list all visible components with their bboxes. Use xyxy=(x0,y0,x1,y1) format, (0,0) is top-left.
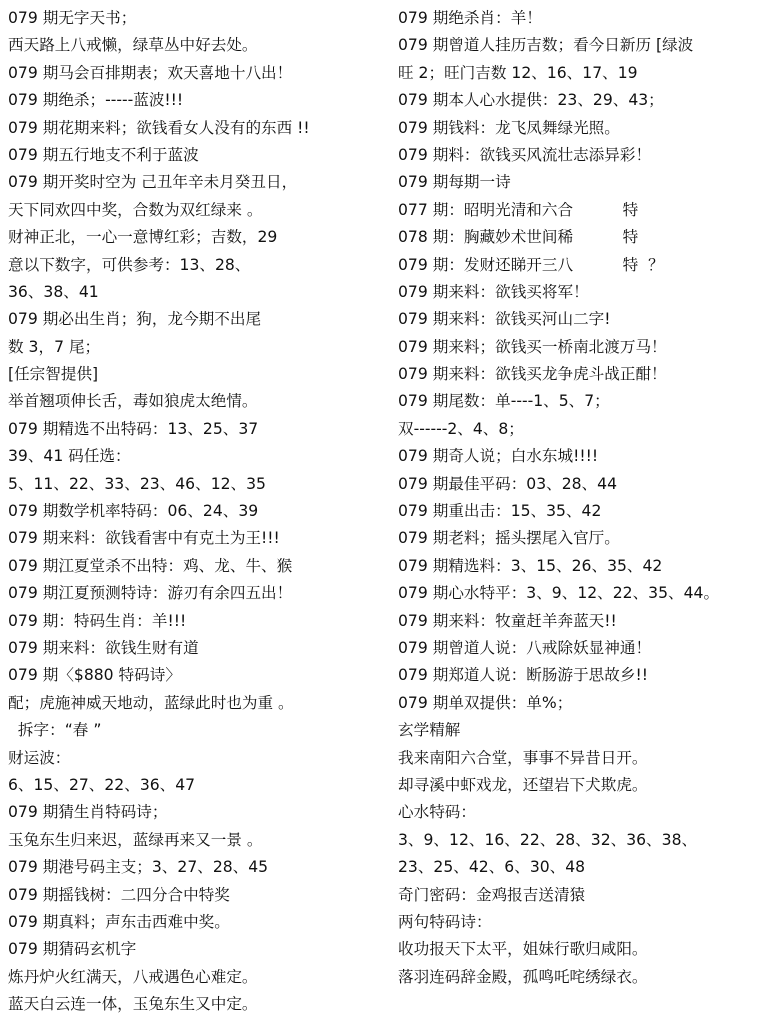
right-line: 双------2、4、8； xyxy=(398,419,524,438)
right-line: 077 期：昭明光清和六合 特 xyxy=(398,200,639,219)
right-line: 079 期曾道人挂历吉数；看今日新历 [绿波 xyxy=(398,36,694,55)
right-line: 3、9、12、16、22、28、32、36、38、 xyxy=(398,830,698,849)
right-line: 079 期精选料：3、15、26、35、42 xyxy=(398,556,663,575)
left-line: 079 期江夏预测特诗：游刃有余四五出！ xyxy=(8,584,293,603)
right-line: 079 期尾数：单----1、5、7； xyxy=(398,392,610,411)
left-line: 079 期：特码生肖：羊!!! xyxy=(8,611,187,630)
right-column xyxy=(398,5,764,991)
left-line: 36、38、41 xyxy=(8,282,99,301)
left-line: 079 期必出生肖；狗，龙今期不出尾 xyxy=(8,310,262,329)
right-line: 079 期每期一诗 xyxy=(398,173,511,192)
left-line: 财神正北，一心一意博红彩；吉数，29 xyxy=(8,228,278,247)
right-line: 23、25、42、6、30、48 xyxy=(398,858,586,877)
right-line: 两句特码诗： xyxy=(398,912,492,931)
right-line: 我来南阳六合堂，事事不异昔日开。 xyxy=(398,748,648,767)
right-line: 079 期奇人说；白水东城!!!! xyxy=(398,447,599,466)
right-line: 079 期本人心水提供：23、29、43； xyxy=(398,91,664,110)
right-line: 079 期绝杀肖：羊！ xyxy=(398,9,542,27)
left-line: 079 期无字天书； xyxy=(8,9,137,27)
right-line: 旺 2；旺门吉数 12、16、17、19 xyxy=(398,63,638,82)
right-line: 079 期曾道人说：八戒除妖显神通！ xyxy=(398,638,652,657)
right-line: 079 期来料：牧童赶羊奔蓝天!! xyxy=(398,611,617,630)
right-line: 079 期老料；摇头摆尾入官厅。 xyxy=(398,529,620,548)
right-line: 079 期钱料：龙飞凤舞绿光照。 xyxy=(398,118,620,137)
left-line: 5、11、22、33、23、46、12、35 xyxy=(8,474,266,493)
left-line: 079 期真料；声东击西难中奖。 xyxy=(8,912,230,931)
right-line: 078 期：胸藏妙术世间稀 特 xyxy=(398,228,639,247)
right-line: 079 期心水特平：3、9、12、22、35、44。 xyxy=(398,584,720,603)
right-line: 奇门密码：金鸡报吉送清猿 xyxy=(398,885,586,904)
left-line: 079 期绝杀；-----蓝波!!! xyxy=(8,91,184,110)
right-line: 079 期来料：欲钱买将军！ xyxy=(398,282,589,301)
left-line: 079 期花期来料；欲钱看女人没有的东西 !! xyxy=(8,118,310,137)
right-line: 079 期料：欲钱买风流壮志添异彩！ xyxy=(398,145,652,164)
left-line: 079 期开奖时空为 己丑年辛未月癸丑日， xyxy=(8,173,298,192)
left-line: 079 期来料：欲钱生财有道 xyxy=(8,638,199,657)
right-line: 079 期郑道人说：断肠游于思故乡!! xyxy=(398,666,648,685)
left-line: 配；虎施神威天地动，蓝绿此时也为重 。 xyxy=(8,693,294,712)
left-line: 财运波： xyxy=(8,748,71,767)
left-line: 079 期来料：欲钱看害中有克土为王!!! xyxy=(8,529,280,548)
left-line: 079 期猜码玄机字 xyxy=(8,940,137,959)
left-line: 西天路上八戒懒，绿草丛中好去处。 xyxy=(8,36,258,55)
left-line: 6、15、27、22、36、47 xyxy=(8,775,196,794)
right-line: 079 期来料：欲钱买龙争虎斗战正酣！ xyxy=(398,365,667,384)
left-column xyxy=(8,5,388,1018)
left-line: 079 期江夏堂杀不出特：鸡、龙、牛、猴 xyxy=(8,556,293,575)
left-line: 蓝天白云连一体，玉兔东生又中定。 xyxy=(8,995,258,1014)
right-line: 却寻溪中虾戏龙，还望岩下犬欺虎。 xyxy=(398,775,648,794)
section-heading: 玄学精解 xyxy=(398,721,461,740)
right-line: 079 期来料；欲钱买一桥南北渡万马！ xyxy=(398,337,667,356)
left-line: 天下同欢四中奖，合数为双红绿来 。 xyxy=(8,200,263,219)
left-line: 炼丹炉火红满天，八戒遇色心难定。 xyxy=(8,967,258,986)
right-line: 落羽连码辞金殿，孤鸣吒咤绣绿衣。 xyxy=(398,967,648,986)
left-line: 举首翘项伸长舌，毒如狼虎太绝情。 xyxy=(8,392,258,411)
left-line: 意以下数字，可供参考：13、28、 xyxy=(8,255,251,274)
left-line: 数 3，7 尾； xyxy=(8,337,101,356)
left-line: 079 期摇钱树：二四分合中特奖 xyxy=(8,885,230,904)
right-line: 079 期最佳平码：03、28、44 xyxy=(398,474,617,493)
left-line: 079 期数学机率特码：06、24、39 xyxy=(8,502,259,521)
left-line: [任宗智提供] xyxy=(8,365,99,384)
left-line: 079 期〈$880 特码诗〉 xyxy=(8,666,181,685)
left-line: 079 期马会百排期表；欢天喜地十八出！ xyxy=(8,63,293,82)
right-line: 079 期单双提供：单%； xyxy=(398,693,573,712)
left-line: 079 期五行地支不利于蓝波 xyxy=(8,145,199,164)
left-line: 拆字：“春 ” xyxy=(8,721,102,740)
right-line: 心水特码： xyxy=(398,803,476,822)
left-line: 079 期港号码主支；3、27、28、45 xyxy=(8,858,269,877)
right-line: 079 期重出击：15、35、42 xyxy=(398,502,602,521)
left-line: 玉兔东生归来迟，蓝绿再来又一景 。 xyxy=(8,830,263,849)
right-line: 收功报天下太平，姐妹行歌归咸阳。 xyxy=(398,940,648,959)
right-line: 079 期来料：欲钱买河山二字! xyxy=(398,310,611,329)
left-line: 39、41 码任选： xyxy=(8,447,131,466)
left-line: 079 期精选不出特码：13、25、37 xyxy=(8,419,259,438)
right-line: 079 期：发财还睇开三八 特 ？ xyxy=(398,255,664,274)
left-line: 079 期猜生肖特码诗； xyxy=(8,803,168,822)
